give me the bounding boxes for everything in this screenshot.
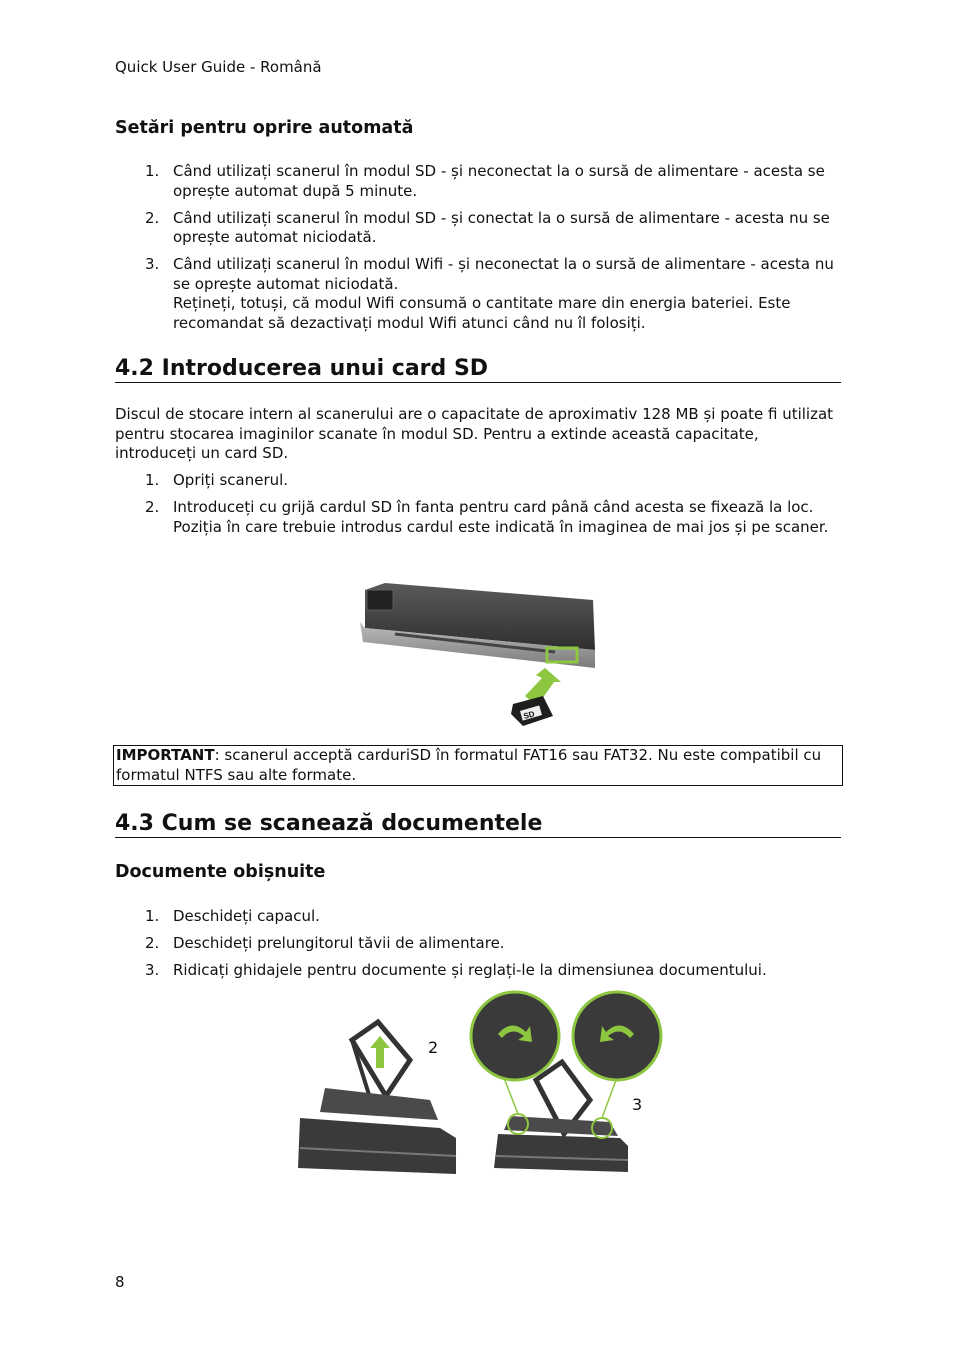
section-heading-scan-documents: 4.3 Cum se scanează documentele (115, 811, 841, 838)
list-item: 1. Deschideți capacul. (145, 907, 320, 925)
figure-label-step-3: 3 (632, 1095, 643, 1114)
list-item-note: Rețineți, totuși, că modul Wifi consumă o cantitate mare din energia bateriei. Este recomandat să dezactivați modul Wifi atunci când nu îl folosiți. (173, 294, 791, 332)
list-item: 1. Opriți scanerul. (145, 471, 289, 489)
scan-docs-list (115, 907, 841, 988)
important-text: : scanerul acceptă carduriSD în formatul FAT16 sau FAT32. Nu este compatibil cu formatul NTFS sau alte formate. (116, 746, 822, 784)
document-guides-figure (290, 988, 675, 1178)
list-item: 2. Deschideți prelungitorul tăvii de alimentare. (145, 934, 505, 952)
figure-label-step-2: 2 (428, 1038, 439, 1057)
up-arrow-icon (370, 1036, 390, 1068)
guide-detail-left (471, 992, 559, 1080)
sd-card-insertion-figure (355, 580, 600, 738)
sd-card-intro: Discul de stocare intern al scanerului are o capacitate de aproximativ 128 MB și poate fi utilizat pentru stocarea imaginilor scanate în modul SD. Pentru a extinde această capacitate, introduceți un card SD. (115, 405, 834, 462)
subsection-heading-regular-documents: Documente obișnuite (115, 862, 326, 882)
important-note-box (113, 745, 843, 786)
guide-detail-right (573, 992, 661, 1080)
svg-text:SD: SD (522, 709, 536, 721)
list-item: 3. Când utilizați scanerul în modul Wifi - și neconectat la o sursă de alimentare - acesta nu se oprește automat niciodată. Rețineți, totuși, că modul Wifi consumă o cantitate mare din energia bateriei. Este recomandat să dezactivați modul Wifi atunci când nu îl folosiți. (115, 255, 841, 333)
sd-card-icon (511, 696, 553, 726)
important-label: IMPORTANT (116, 746, 215, 764)
list-item: 2. Când utilizați scanerul în modul SD - și conectat la o sursă de alimentare - acesta nu se oprește automat niciodată. (145, 208, 830, 246)
page-number: 8 (115, 1273, 125, 1291)
list-item-note: Poziția în care trebuie introdus cardul este indicată în imaginea de mai jos și pe scaner. (173, 517, 829, 536)
page-header: Quick User Guide - Română (115, 58, 322, 76)
scanner-illustration (360, 583, 595, 668)
section-heading-sd-card: 4.2 Introducerea unui card SD (115, 356, 841, 383)
auto-off-list (115, 162, 841, 341)
sd-card-list (115, 471, 841, 545)
section-heading-auto-off: Setări pentru oprire automată (115, 118, 414, 138)
list-item: 1. Când utilizați scanerul în modul SD - și neconectat la o sursă de alimentare - acesta se oprește automat după 5 minute. (145, 162, 825, 200)
list-item: 3. Ridicați ghidajele pentru documente și reglați-le la dimensiunea documentului. (145, 961, 767, 979)
list-item: 2. Introduceți cu grijă cardul SD în fanta pentru card până când acesta se fixează la loc. Poziția în care trebuie introdus cardul este indicată în imaginea de mai jos și pe scaner. (115, 498, 841, 537)
